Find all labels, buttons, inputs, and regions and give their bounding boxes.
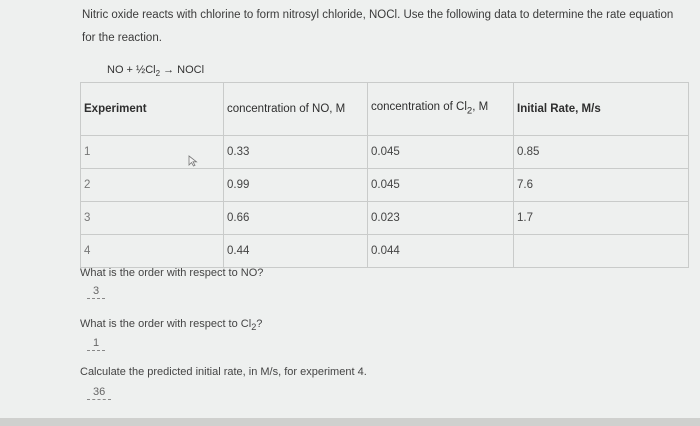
equation-left: NO + ½Cl bbox=[107, 64, 156, 76]
cell-cl2-concentration: 0.044 bbox=[368, 235, 514, 268]
cell-experiment: 3 bbox=[81, 202, 224, 235]
cell-experiment: 2 bbox=[81, 169, 224, 202]
answer-cl2-order[interactable]: 1 bbox=[87, 337, 105, 351]
answer-rate-exp4[interactable]: 36 bbox=[87, 386, 111, 400]
cell-experiment: 1 bbox=[81, 136, 224, 169]
question-intro: Nitric oxide reacts with chlorine to form nitrosyl chloride, NOCl. Use the following data to determine the rate equation for the reaction. bbox=[82, 9, 674, 44]
header-cl2-prefix: concentration of Cl bbox=[371, 101, 467, 114]
answer-no-order[interactable]: 3 bbox=[87, 285, 105, 299]
cell-cl2-concentration: 0.045 bbox=[368, 169, 514, 202]
cell-experiment: 4 bbox=[81, 235, 224, 268]
question-cl2-order bbox=[80, 318, 262, 332]
header-initial-rate: Initial Rate, M/s bbox=[514, 83, 689, 136]
rate-data-table bbox=[80, 82, 689, 268]
header-cl2-suffix: , M bbox=[472, 101, 489, 114]
equation-subscript: 2 bbox=[155, 69, 161, 79]
question-cl2-prefix: What is the order with respect to Cl bbox=[80, 318, 252, 330]
cell-initial-rate: 7.6 bbox=[514, 169, 689, 202]
cell-no-concentration: 0.33 bbox=[224, 136, 368, 169]
cell-cl2-concentration: 0.023 bbox=[368, 202, 514, 235]
header-cl2-subscript: 2 bbox=[466, 105, 473, 117]
table-row bbox=[81, 169, 689, 202]
table-header-row bbox=[81, 83, 689, 136]
equation-right: → NOCl bbox=[160, 64, 205, 76]
table-row bbox=[81, 235, 689, 268]
cell-cl2-concentration: 0.045 bbox=[368, 136, 514, 169]
cell-initial-rate: 0.85 bbox=[514, 136, 689, 169]
table-row bbox=[81, 136, 689, 169]
question-cl2-suffix: ? bbox=[256, 318, 263, 330]
header-experiment: Experiment bbox=[81, 83, 224, 136]
cell-initial-rate bbox=[514, 235, 689, 268]
header-no-concentration: concentration of NO, M bbox=[224, 83, 368, 136]
mouse-cursor-icon bbox=[188, 155, 198, 167]
question-no-order: What is the order with respect to NO? bbox=[80, 267, 264, 279]
question-rate-exp4: Calculate the predicted initial rate, in M/s, for experiment 4. bbox=[80, 366, 367, 378]
cell-no-concentration: 0.66 bbox=[224, 202, 368, 235]
cell-no-concentration: 0.44 bbox=[224, 235, 368, 268]
question-cl2-subscript: 2 bbox=[251, 322, 257, 333]
cell-initial-rate: 1.7 bbox=[514, 202, 689, 235]
table-row bbox=[81, 202, 689, 235]
cell-no-concentration: 0.99 bbox=[224, 169, 368, 202]
bottom-edge bbox=[0, 418, 700, 426]
header-cl2-concentration bbox=[368, 83, 514, 136]
reaction-equation bbox=[107, 64, 204, 78]
